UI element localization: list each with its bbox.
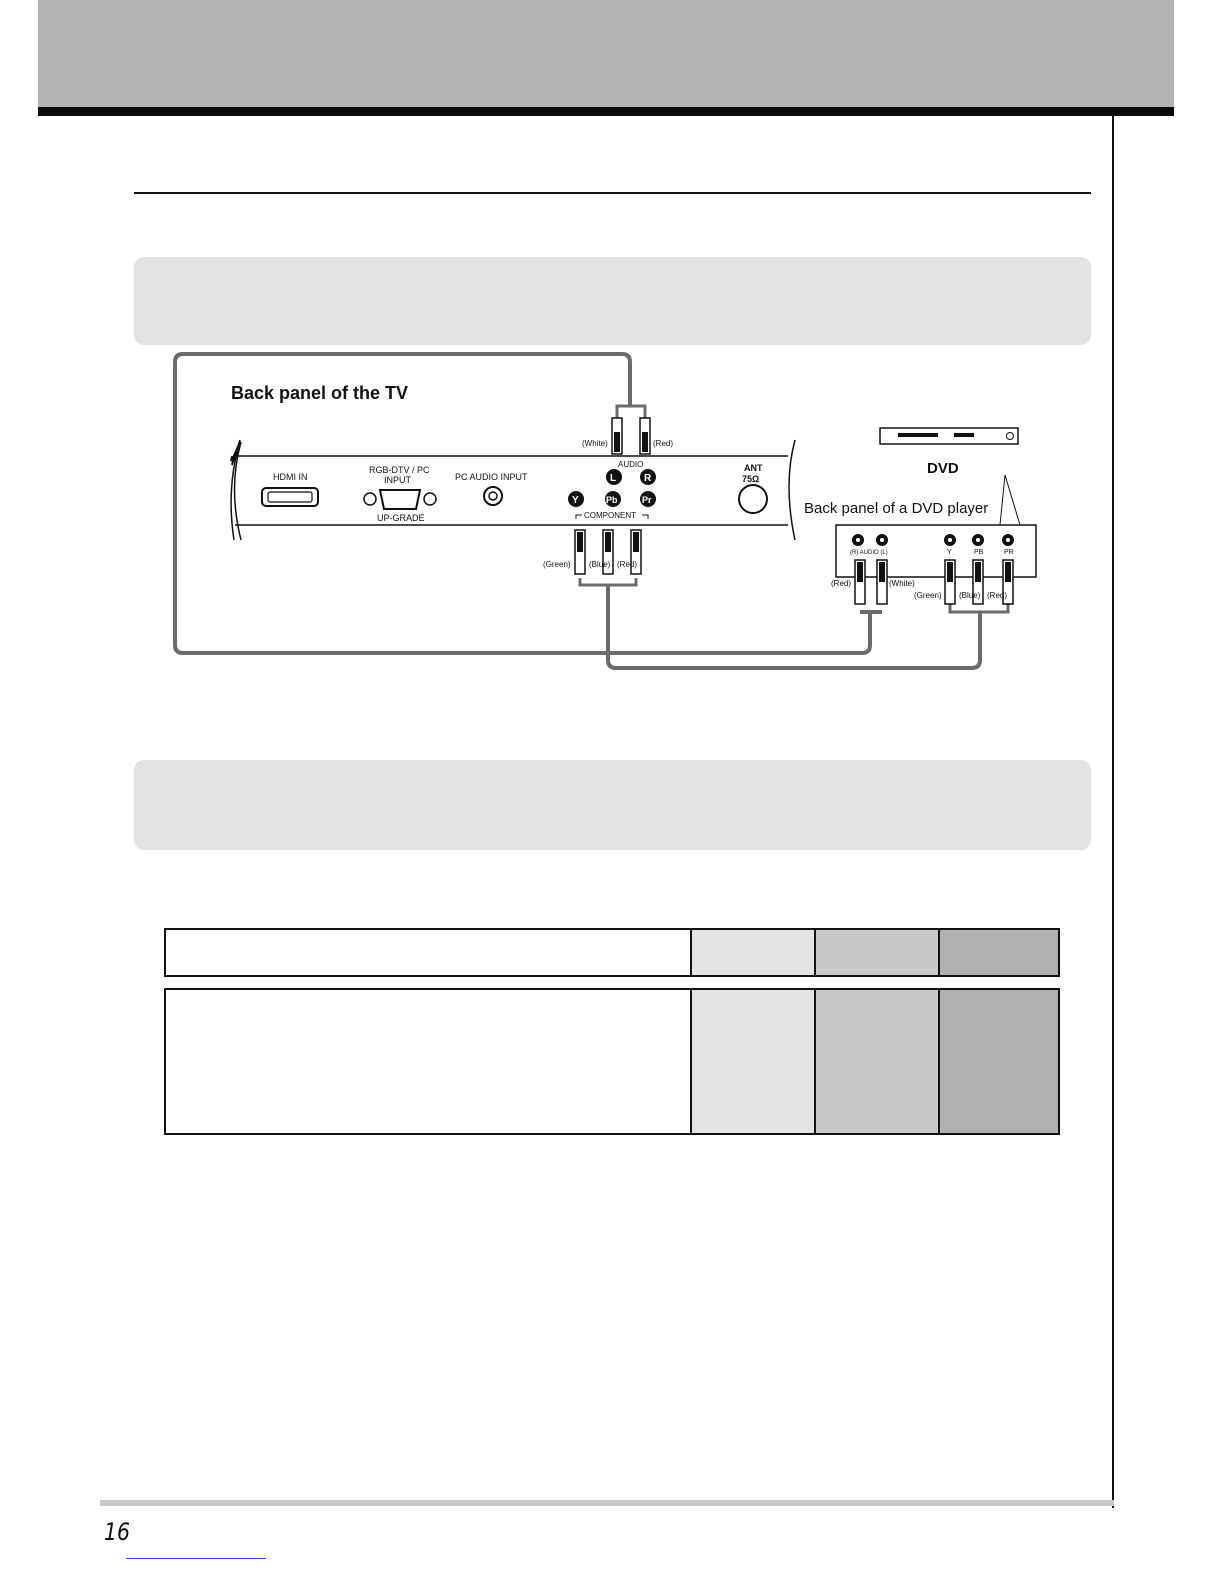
footer-link-underline[interactable] bbox=[126, 1558, 266, 1559]
table-header-row bbox=[164, 928, 1060, 977]
audio-l-jack-letter: L bbox=[610, 473, 617, 484]
audio-r-jack-letter: R bbox=[644, 473, 652, 484]
component-pb-letter: Pb bbox=[606, 495, 618, 505]
hdmi-label: HDMI IN bbox=[273, 472, 308, 482]
table-cell bbox=[690, 990, 814, 1133]
dvd-pb-label: PB bbox=[974, 549, 984, 556]
audio-group-label: AUDIO bbox=[618, 460, 644, 469]
dvd-red-cable-label: (Red) bbox=[831, 579, 852, 588]
component-y-letter: Y bbox=[572, 495, 579, 506]
table-header-cell bbox=[690, 930, 814, 975]
ant-label: ANT bbox=[744, 463, 763, 473]
rgb-screw-right bbox=[424, 493, 436, 505]
instruction-box-2 bbox=[134, 760, 1091, 850]
table-row bbox=[164, 988, 1060, 1135]
table-header-cell bbox=[814, 930, 938, 975]
dvd-panel-title: Back panel of a DVD player bbox=[804, 500, 989, 517]
tv-green-cable-label: (Green) bbox=[543, 560, 571, 569]
dvd-audio-label: (R) AUDIO (L) bbox=[850, 550, 888, 556]
dvd-pr-label: PR bbox=[1004, 549, 1014, 556]
dvd-label: DVD bbox=[927, 460, 959, 477]
footer-rule bbox=[100, 1500, 1114, 1506]
table-header-cell bbox=[938, 930, 1058, 975]
pc-audio-label: PC AUDIO INPUT bbox=[455, 472, 528, 482]
component-group-label: COMPONENT bbox=[584, 511, 636, 520]
dvd-white-cable-label: (White) bbox=[889, 579, 915, 588]
tv-panel-title: Back panel of the TV bbox=[231, 383, 409, 403]
page-number: 16 bbox=[104, 1518, 130, 1546]
tv-red-cable-label: (Red) bbox=[653, 439, 674, 448]
component-pr-letter: Pr bbox=[642, 495, 652, 505]
dvd-red-video-cable-label: (Red) bbox=[987, 591, 1008, 600]
table-header-cell bbox=[166, 930, 690, 975]
connection-diagram bbox=[0, 0, 1224, 700]
tv-blue-cable-label: (Blue) bbox=[589, 560, 611, 569]
rgb-screw-left bbox=[364, 493, 376, 505]
rgb-label-line1: RGB-DTV / PC bbox=[369, 465, 430, 475]
table-cell bbox=[938, 990, 1058, 1133]
ant-connector bbox=[739, 485, 767, 513]
ant-ohm-label: 75Ω bbox=[742, 474, 760, 484]
rgb-port bbox=[380, 490, 420, 509]
table-cell bbox=[166, 990, 690, 1133]
table-cell bbox=[814, 990, 938, 1133]
upgrade-label: UP-GRADE bbox=[377, 513, 425, 523]
dvd-green-cable-label: (Green) bbox=[914, 591, 942, 600]
dvd-blue-cable-label: (Blue) bbox=[959, 591, 981, 600]
dvd-y-label: Y bbox=[947, 549, 952, 556]
tv-red-video-cable-label: (Red) bbox=[617, 560, 638, 569]
tv-white-cable-label: (White) bbox=[582, 439, 608, 448]
rgb-label-line2: INPUT bbox=[384, 475, 411, 485]
